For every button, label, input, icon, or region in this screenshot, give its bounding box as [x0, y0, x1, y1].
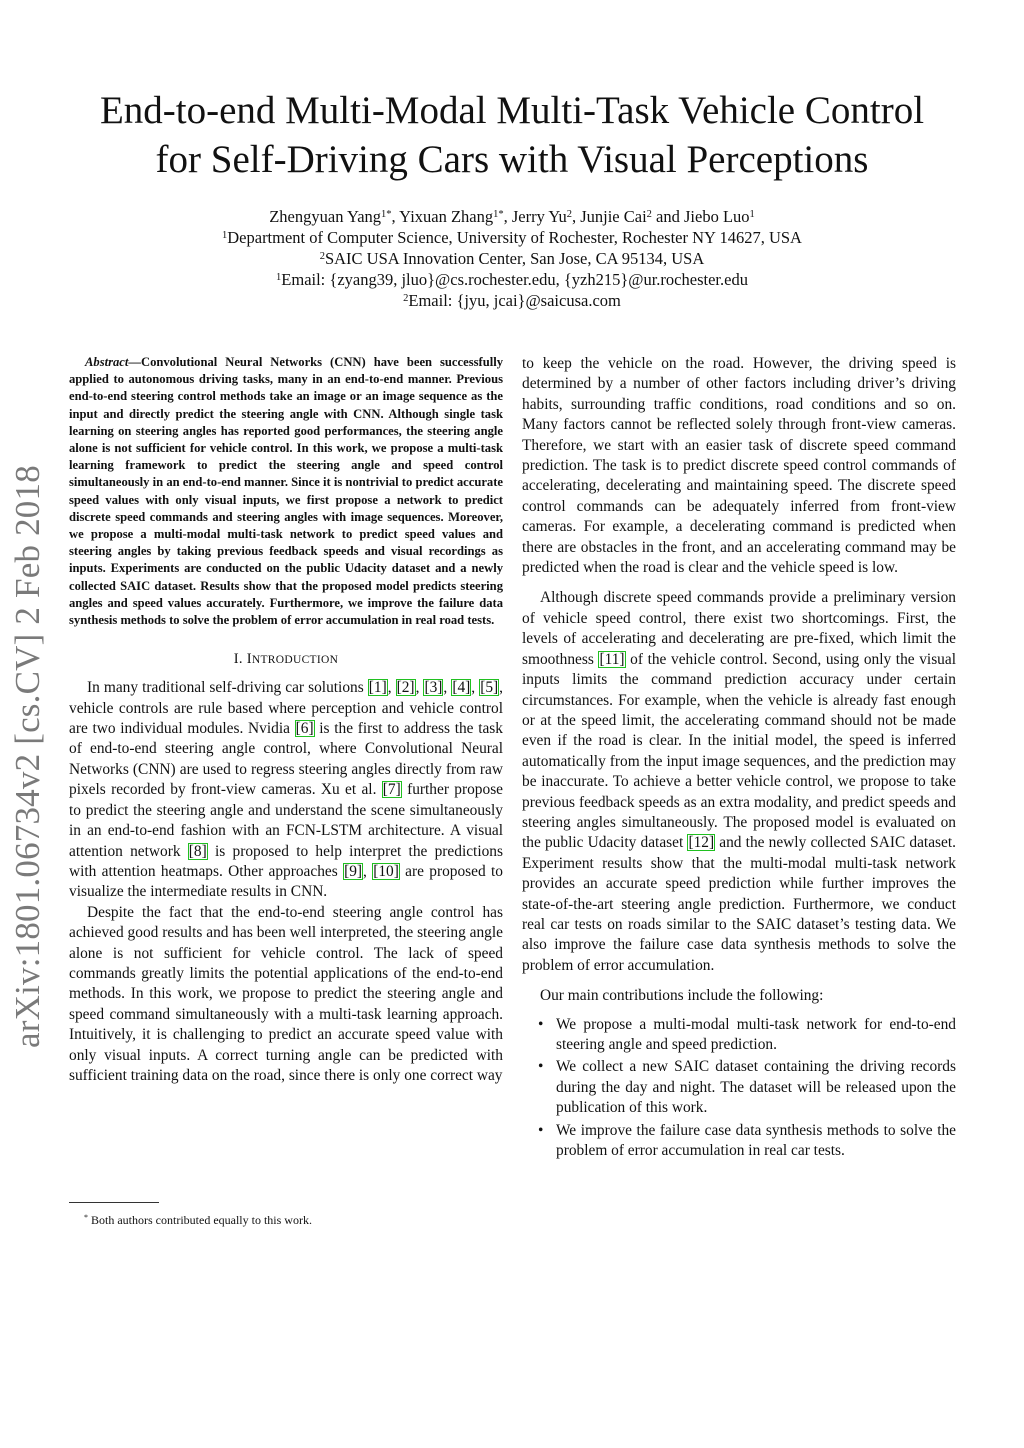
intro-paragraph-4: Although discrete speed commands provide a preliminary version of vehicle speed control, there exist two shortcomings. First, the levels of accelerating and decelerating are pre-fixed, which limit the smoothness [11] of the vehicle control. Second, using only the visual inputs limits the command prediction accuracy under certain circumstances. For example, when the vehicle is already fast enough or at the speed limit, the accelerating command should not be made even if the road is clear. In the initial model, the speed is inferred automatically from the input image sequences, and the prediction may be inaccurate. To achieve a better vehicle control, we propose to take previous feedback speeds as an extra modality, and predict speeds and steering angles simultaneously. The proposed model is evaluated on the public Udacity dataset [12] and the newly collected SAIC dataset. Experiment results show that the multi-modal multi-task network provides an accurate speed prediction while further improves the state-of-the-art steering angle prediction. Furthermore, we conduct real car tests on roads similar to the SAIC dataset’s testing data. We also improve the failure case data synthesis methods to solve the problem of error accumulation.: [522, 589, 956, 974]
citation-link[interactable]: [1]: [368, 679, 387, 697]
list-item: • We collect a new SAIC dataset containing the driving records during the day and night. The dataset will be released upon the publication of this work.: [538, 1058, 956, 1117]
author-name: and Jiebo Luo: [651, 207, 750, 226]
citation-link[interactable]: [2]: [396, 679, 415, 697]
email-1: $^1$Email: {zyang39, jluo}@cs.rochester.edu, {yzh215}@ur.rochester.edu: [276, 270, 748, 289]
citation-link[interactable]: [6]: [295, 720, 314, 738]
intro-paragraph-1: In many traditional self-driving car solutions [1], [2], [3], [4], [5], vehicle controls are rule based where perception and vehicle control are two individual modules. Nvidia [6] is the first to address the task of end-to-end steering angle control, where Convolutional Neural Networks (CNN) are used to regress steering angles directly from raw pixels recorded by front-view cameras. Xu et al. [7] further propose to predict the steering angle and understand the scene simultaneously in an end-to-end fashion with an FCN-LSTM architecture. A visual attention network [8] is proposed to help interpret the predictions with attention heatmaps. Other approaches [9], [10] are proposed to visualize the intermediate results in CNN.: [69, 679, 504, 901]
paper-title: [60, 86, 964, 184]
title-line-1: End-to-end Multi-Modal Multi-Task Vehicle Control: [99, 89, 925, 132]
author-sup: 1*: [381, 209, 392, 220]
title-line-2: for Self-Driving Cars with Visual Perceptions: [155, 138, 869, 181]
bullet-icon: •: [538, 1121, 544, 1139]
contributions-list: [522, 1015, 956, 1162]
footnote-rule: [69, 1202, 159, 1203]
author-sup: 2: [646, 209, 652, 220]
citation-link[interactable]: [4]: [452, 679, 471, 697]
footnote: [84, 1213, 312, 1228]
citation-link[interactable]: [12]: [688, 834, 715, 852]
affiliation-1: $^1$Department of Computer Science, University of Rochester, Rochester NY 14627, USA: [222, 228, 802, 247]
citation-link[interactable]: [3]: [424, 679, 443, 697]
citation-link[interactable]: [8]: [188, 842, 207, 860]
contributions-intro: Our main contributions include the following:: [540, 987, 824, 1005]
bullet-icon: •: [538, 1058, 544, 1076]
citation-link[interactable]: [5]: [480, 679, 499, 697]
intro-paragraph-2: Despite the fact that the end-to-end steering angle control has achieved good results and has been well interpreted, the steering angle alone is not sufficient for vehicle control. The lack of speed commands greatly limits the potential applications of the end-to-end methods. In this work, we propose to predict the steering angle and speed command simultaneously with a multi-task learning approach. Intuitively, it is challenging to predict an accurate speed value with only visual inputs. A correct turning angle can be predicted with sufficient training data on the road, since there is only one correct way: [69, 903, 503, 1084]
arxiv-identifier: arXiv:1801.06734v2 [cs.CV] 2 Feb 2018: [8, 465, 47, 1048]
abstract-label: Abstract: [85, 355, 129, 369]
abstract-text: —Convolutional Neural Networks (CNN) have been successfully applied to autonomous driving tasks, many in an end-to-end manner. Previous end-to-end steering control methods take an image or an image sequence as the input and directly predict the steering angle with CNN. Although single task learning on steering angles has reported good performances, the steering angle alone is not sufficient for vehicle control. In this work, we propose a multi-task learning framework to predict the steering angle and speed control simultaneously in an end-to-end manner. Since it is nontrivial to predict accurate speed values with only visual inputs, we first propose a network to predict discrete speed commands and steering angles with image sequences. Moreover, we propose a multi-modal multi-task network to predict speed values and steering angles by taking previous feedback speeds and visual recordings as inputs. Experiments are conducted on the public Udacity dataset and a newly collected SAIC dataset. Results show that the proposed model predicts steering angles and speed values accurately. Furthermore, we improve the failure data synthesis methods to solve the problem of error accumulation in real road tests.: [69, 355, 503, 628]
list-item: • We improve the failure case data synthesis methods to solve the problem of error accumulation in real car tests.: [538, 1121, 956, 1160]
author-sup: 1*: [493, 209, 504, 220]
citation-link[interactable]: [11]: [599, 650, 625, 668]
email-2: $^2$Email: {jyu, jcai}@saicusa.com: [403, 291, 621, 310]
author-name: , Jerry Yu: [503, 207, 567, 226]
author-block: [60, 206, 964, 311]
author-list: [60, 206, 964, 227]
left-column: [69, 354, 503, 1086]
citation-link[interactable]: [9]: [344, 862, 363, 880]
author-name: Zhengyuan Yang: [269, 207, 382, 226]
footnote-text: Both authors contributed equally to this work.: [88, 1213, 312, 1227]
abstract: [69, 354, 503, 629]
author-name: , Yixuan Zhang: [391, 207, 494, 226]
right-column: [522, 354, 956, 1163]
author-sup: 1: [749, 209, 755, 220]
section-heading-introduction: I. INTRODUCTION: [233, 651, 339, 668]
footnote-mark: *: [84, 1213, 88, 1222]
list-item: • We propose a multi-modal multi-task network for end-to-end steering angle and speed prediction.: [538, 1015, 956, 1053]
affiliation-2: $^2$SAIC USA Innovation Center, San Jose, CA 95134, USA: [319, 249, 705, 268]
bullet-icon: •: [538, 1015, 544, 1033]
citation-link[interactable]: [7]: [382, 781, 401, 799]
author-sup: 2: [566, 209, 572, 220]
author-name: , Junjie Cai: [571, 207, 647, 226]
intro-paragraph-3: to keep the vehicle on the road. However, the driving speed is determined by a number of other factors including driver’s driving habits, surrounding traffic conditions, road conditions and so on. Many factors cannot be reflected solely through front-view cameras. Therefore, we start with an easier task of discrete speed command prediction. The task is to predict discrete speed control commands of accelerating, decelerating and maintaining speed. The discrete speed control commands can be adequately inferred from front-view cameras. For example, a decelerating command is predicted when there are obstacles in the front, and an accelerating command may be predicted when the road is clear and the vehicle speed is low.: [522, 355, 956, 577]
citation-link[interactable]: [10]: [373, 862, 399, 880]
